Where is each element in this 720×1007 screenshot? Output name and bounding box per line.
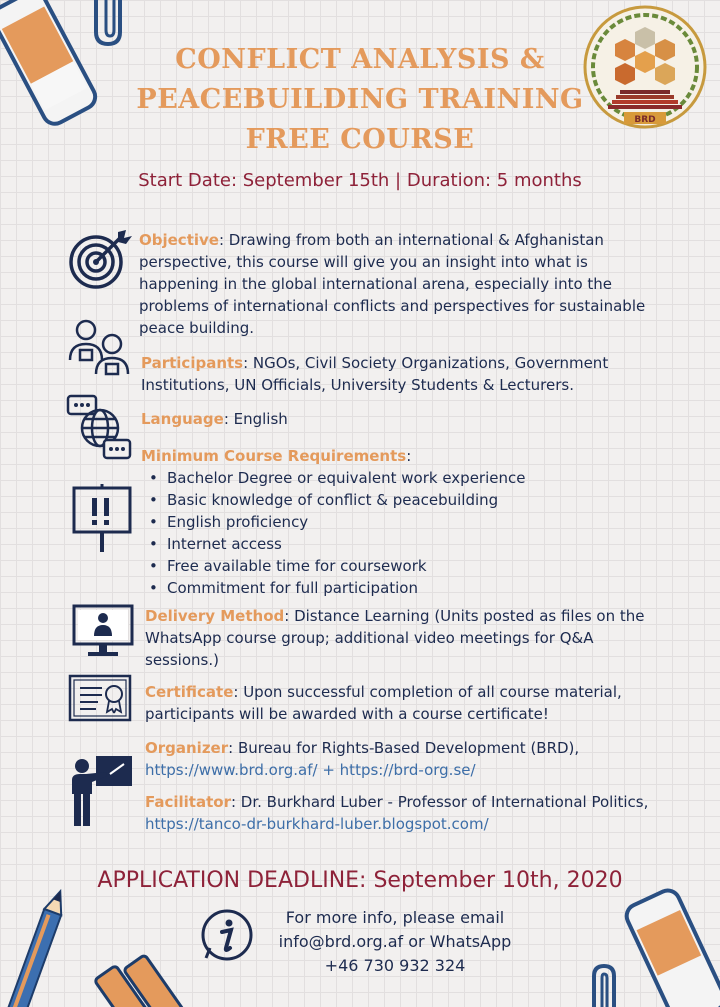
list-item: • Bachelor Degree or equivalent work experience xyxy=(167,467,661,489)
organizer-label: Organizer xyxy=(145,739,229,757)
contact-info xyxy=(250,906,540,978)
list-item: • Basic knowledge of conflict & peacebuilding xyxy=(167,489,661,511)
list-item: • Free available time for coursework xyxy=(167,555,661,577)
title-line-3: FREE COURSE xyxy=(245,124,475,155)
objective-text: : Drawing from both an international & Afghanistan perspective, this course will give you an insight into what is happening in the global international arena, especially into the problems of international conflicts and perspectives for sustainable peace building. xyxy=(139,231,646,337)
delivery-section xyxy=(145,605,665,671)
teacher-board-icon xyxy=(70,752,134,828)
contact-line-3: +46 730 932 324 xyxy=(324,956,466,975)
certificate-icon xyxy=(68,674,132,722)
eraser-decoration xyxy=(0,0,100,130)
contact-line-1: For more info, please email xyxy=(285,908,505,927)
page-title xyxy=(100,40,620,160)
organizer-links[interactable]: https://www.brd.org.af/ + https://brd-org.se/ xyxy=(145,761,476,779)
logo-badge-text: BRD xyxy=(634,115,656,125)
delivery-text: : Distance Learning (Units posted as files on the WhatsApp course group; additional video meetings for Q&A sessions.) xyxy=(145,607,645,669)
participants-label: Participants xyxy=(141,354,244,372)
certificate-text: : Upon successful completion of all course material, participants will be awarded with a course certificate! xyxy=(145,683,622,723)
requirements-label: Minimum Course Requirements xyxy=(141,447,407,465)
title-line-1: CONFLICT ANALYSIS & xyxy=(175,44,545,75)
contact-line-2: info@brd.org.af or WhatsApp xyxy=(278,932,512,951)
target-icon xyxy=(68,228,134,290)
objective-label: Objective xyxy=(139,231,219,249)
certificate-label: Certificate xyxy=(145,683,234,701)
language-section xyxy=(141,408,641,430)
paperclip-decoration-bottom xyxy=(588,962,628,1007)
participants-text: : NGOs, Civil Society Organizations, Government Institutions, UN Officials, University Students & Lecturers. xyxy=(141,354,609,394)
list-item: • English proficiency xyxy=(167,511,661,533)
participants-section xyxy=(141,352,651,396)
eraser-decoration-bottom xyxy=(620,890,720,1007)
monitor-user-icon xyxy=(72,604,134,658)
title-line-2: PEACEBUILDING TRAINING xyxy=(136,84,584,115)
facilitator-label: Facilitator xyxy=(145,793,231,811)
requirements-list xyxy=(141,467,661,599)
language-text: : English xyxy=(223,410,288,428)
application-deadline: APPLICATION DEADLINE: September 10th, 2020 xyxy=(97,868,623,893)
language-label: Language xyxy=(141,410,224,428)
list-item: • Internet access xyxy=(167,533,661,555)
requirements-colon: : xyxy=(406,447,412,465)
requirements-section xyxy=(141,445,661,599)
facilitator-text: : Dr. Burkhard Luber - Professor of International Politics, xyxy=(230,793,649,811)
brd-logo xyxy=(580,2,710,137)
people-icon xyxy=(66,316,136,378)
globe-chat-icon xyxy=(66,394,134,462)
start-date-duration: Start Date: September 15th | Duration: 5 months xyxy=(138,170,582,191)
info-icon xyxy=(200,908,254,962)
pencil-decoration xyxy=(0,880,200,1007)
warning-sign-icon xyxy=(72,484,132,554)
objective-section xyxy=(139,229,659,339)
facilitator-section xyxy=(145,791,665,835)
organizer-text: : Bureau for Rights-Based Development (BRD), xyxy=(228,739,580,757)
facilitator-link[interactable]: https://tanco-dr-burkhard-luber.blogspot.com/ xyxy=(145,815,489,833)
certificate-section xyxy=(145,681,665,725)
delivery-label: Delivery Method xyxy=(145,607,285,625)
list-item: • Commitment for full participation xyxy=(167,577,661,599)
organizer-section xyxy=(145,737,665,781)
